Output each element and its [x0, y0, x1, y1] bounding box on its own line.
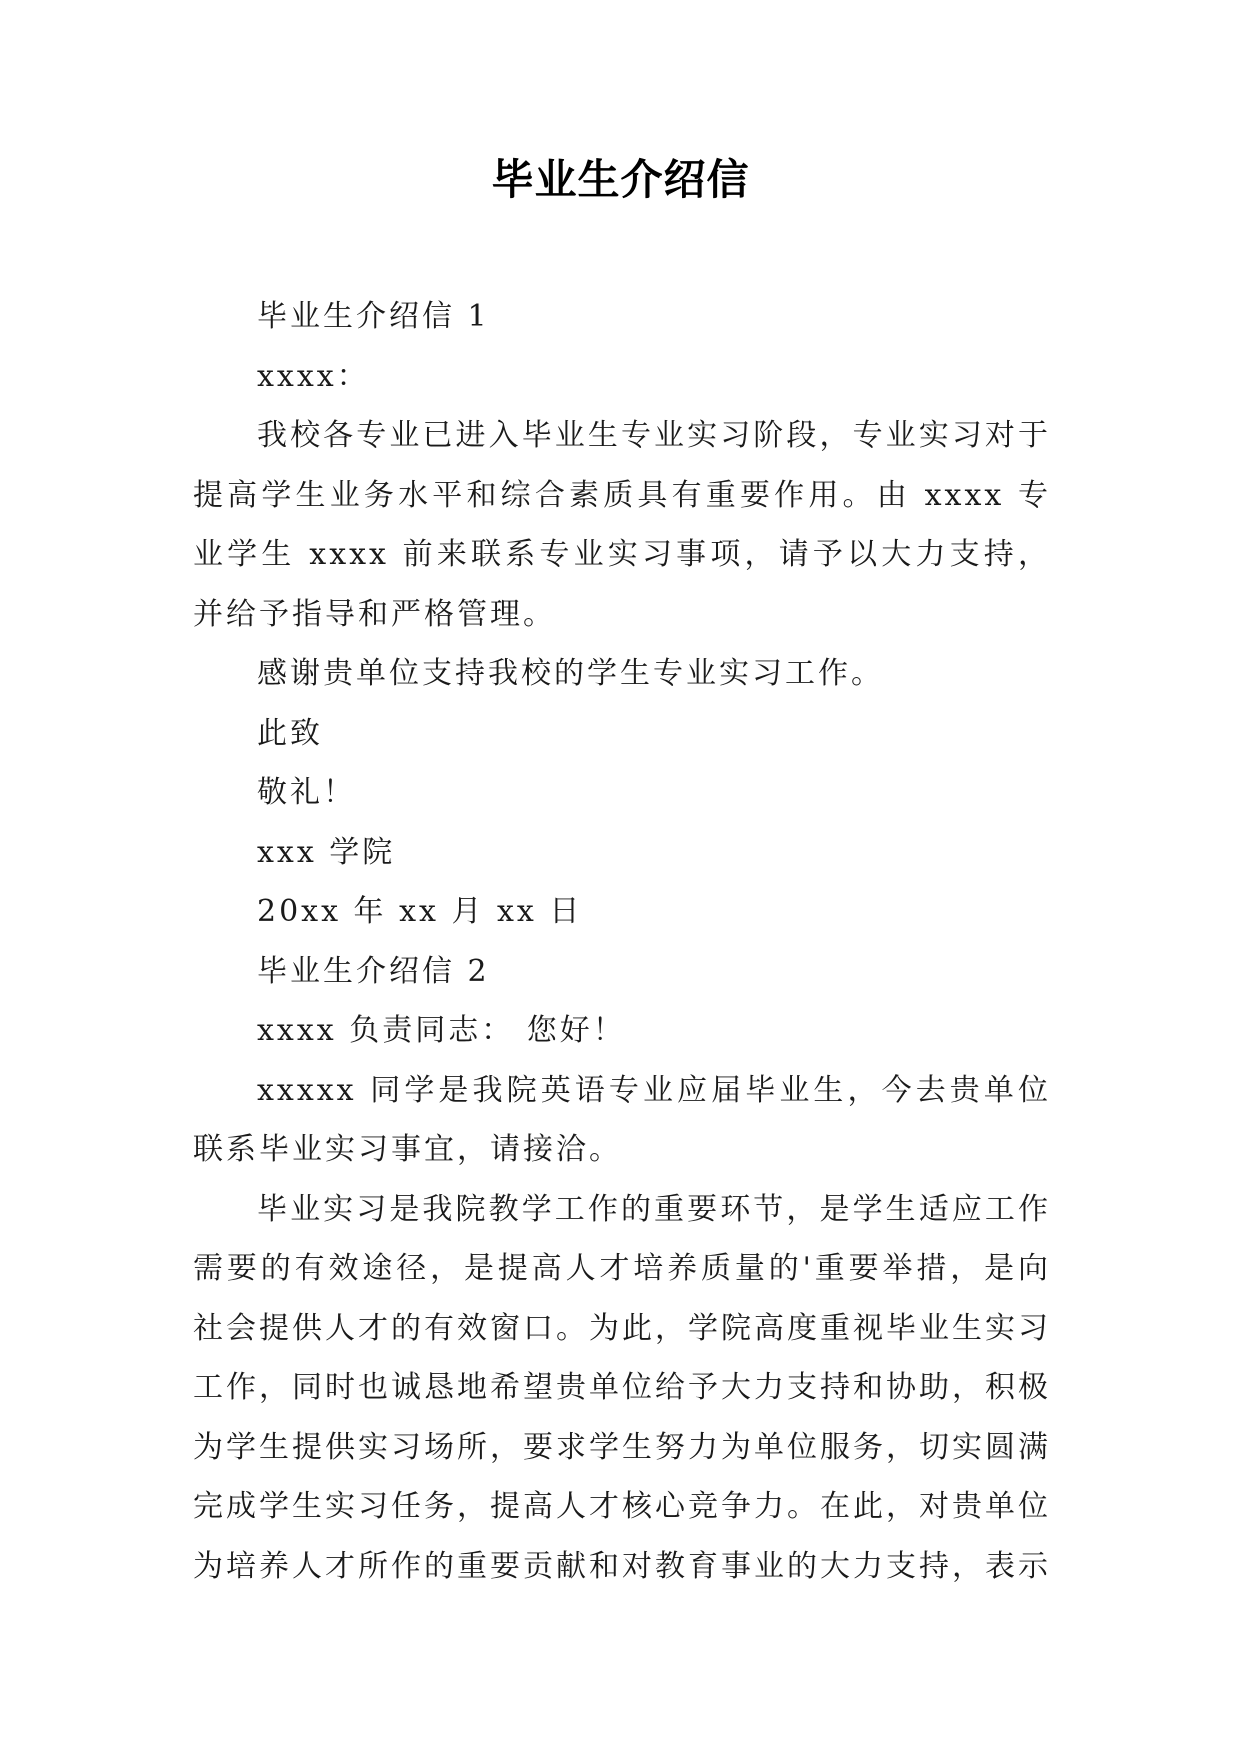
document-body — [193, 287, 1051, 1596]
signature-school: xxx 学院 — [257, 834, 396, 870]
salutation-2: xxxx 负责同志： 您好！ — [257, 1013, 626, 1048]
letter-heading-2: 毕业生介绍信 2 — [257, 953, 490, 989]
signature-date: 20xx 年 xx 月 xx 日 — [257, 894, 583, 929]
body-paragraph: 感谢贵单位支持我校的学生专业实习工作。 — [257, 656, 884, 691]
document-title: 毕业生介绍信 — [491, 155, 750, 204]
salutation-1: xxxx： — [257, 358, 370, 394]
body-paragraph: xxxxx 同学是我院英语专业应届毕业生，今去贵单位联系毕业实习事宜，请接洽。 — [193, 1072, 1051, 1167]
letter-heading-1: 毕业生介绍信 1 — [257, 299, 490, 334]
closing-regards: 敬礼！ — [257, 775, 356, 810]
body-paragraph: 我校各专业已进入毕业生专业实习阶段，专业实习对于提高学生业务水平和综合素质具有重要作用。由 xxxx 专业学生 xxxx 前来联系专业实习事项，请予以大力支持，并给予指导和严格管理。 — [193, 418, 1051, 632]
body-paragraph: 毕业实习是我院教学工作的重要环节，是学生适应工作需要的有效途径，是提高人才培养质量的'重要举措，是向社会提供人才的有效窗口。为此，学院高度重视毕业生实习工作，同时也诚恳地希望贵单位给予大力支持和协助，积极为学生提供实习场所，要求学生努力为单位服务，切实圆满完成学生实习任务，提高人才核心竞争力。在此，对贵单位为培养人才所作的重要贡献和对教育事业的大力支持，表示 — [193, 1191, 1051, 1584]
closing-line: 此致 — [257, 715, 323, 751]
